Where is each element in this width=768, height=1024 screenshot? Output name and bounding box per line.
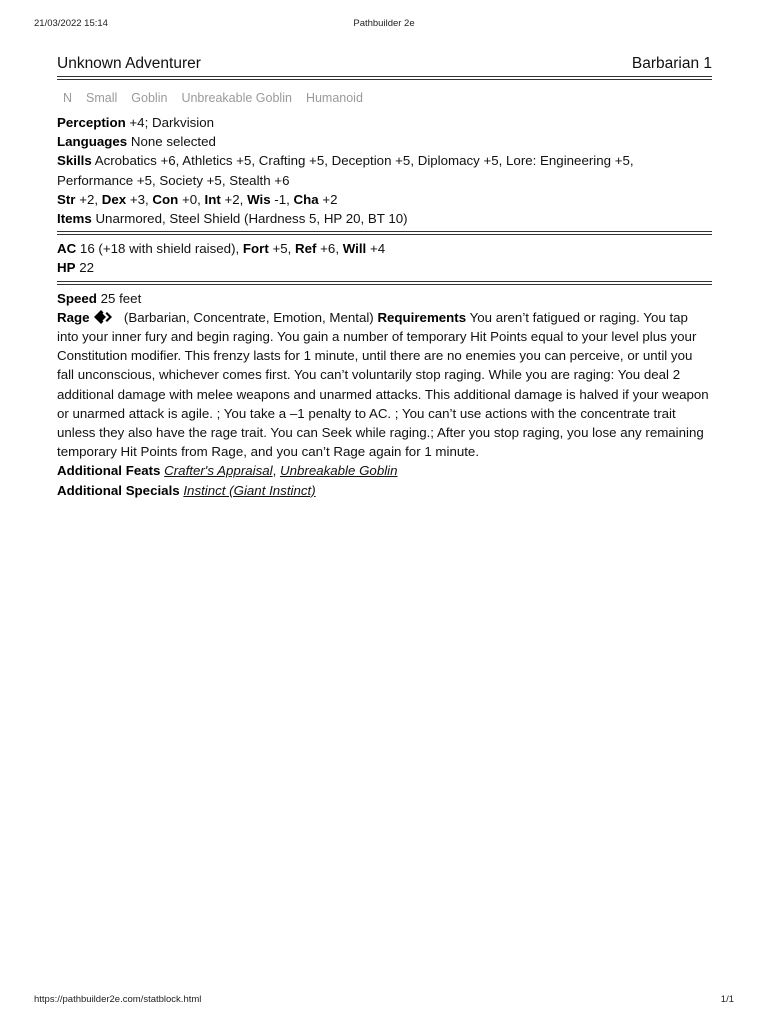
trait-size: Small bbox=[86, 91, 118, 105]
trait-alignment: N bbox=[63, 91, 73, 105]
print-header bbox=[34, 18, 734, 32]
rage-text: You aren’t fatigued or raging. You tap into your inner fury and begin raging. You gain a number of temporary Hit Points equal to your level plus your Constitution modifier. This frenzy lasts for 1 minute, until there are no enemies you can perceive, or until you fall unconscious, whichever comes first. You can’t voluntarily stop raging. While you are raging: You deal 2 additional damage with melee weapons and unarmed attacks. This additional damage is halved if your weapon or unarmed attack is agile. ; You take a –1 penalty to AC. ; You can’t use actions with the concentrate trait unless they also have the rage trait. You can Seek while raging.; After you stop raging, you lose any remaining temporary Hit Points from Rage, and you can’t Rage again for 1 minute. bbox=[57, 309, 709, 460]
fort-label: Fort bbox=[242, 241, 269, 257]
cha-label: Cha bbox=[293, 191, 319, 207]
rage-traits: (Barbarian, Concentrate, Emotion, Mental) bbox=[123, 309, 374, 325]
skills-label: Skills bbox=[57, 153, 92, 169]
trait-ancestry: Goblin bbox=[131, 91, 168, 105]
int-label: Int bbox=[204, 191, 221, 207]
character-name: Unknown Adventurer bbox=[57, 55, 201, 72]
speed-line bbox=[57, 289, 712, 308]
languages-value: None selected bbox=[130, 134, 216, 150]
speed-value: 25 feet bbox=[100, 290, 142, 306]
will-label: Will bbox=[342, 241, 367, 257]
perception-line bbox=[57, 113, 712, 132]
trait-type: Humanoid bbox=[305, 91, 363, 105]
trait-list bbox=[57, 80, 712, 113]
saves-line bbox=[57, 239, 712, 258]
hp-label: HP bbox=[57, 260, 76, 276]
wis-value: -1, bbox=[274, 191, 290, 207]
items-value: Unarmored, Steel Shield (Hardness 5, HP 20, BT 10) bbox=[95, 211, 408, 227]
skills-value: Acrobatics +6, Athletics +5, Crafting +5, Deception +5, Diplomacy +5, Lore: Engineering +5, Performance +5, Society +5, Stealth +6 bbox=[57, 153, 634, 188]
name-row bbox=[57, 54, 712, 76]
wis-label: Wis bbox=[247, 191, 271, 207]
print-footer bbox=[34, 994, 734, 1008]
feat-separator: , bbox=[272, 463, 280, 479]
perception-value: +4; Darkvision bbox=[129, 115, 215, 130]
skills-line bbox=[57, 151, 712, 189]
will-value: +4 bbox=[369, 241, 386, 257]
feat-link-crafters-appraisal[interactable]: Crafter's Appraisal bbox=[164, 463, 273, 479]
offense-divider bbox=[57, 281, 712, 285]
hp-value: 22 bbox=[79, 260, 94, 276]
con-value: +0, bbox=[181, 191, 201, 207]
additional-specials-line bbox=[57, 481, 712, 500]
feat-link-unbreakable-goblin[interactable]: Unbreakable Goblin bbox=[280, 463, 398, 479]
languages-label: Languages bbox=[57, 134, 128, 150]
ac-value: 16 (+18 with shield raised), bbox=[79, 241, 240, 257]
additional-feats-line bbox=[57, 461, 712, 480]
dex-value: +3, bbox=[129, 191, 149, 207]
cha-value: +2 bbox=[322, 191, 338, 207]
ac-label: AC bbox=[57, 241, 77, 257]
str-label: Str bbox=[57, 191, 76, 207]
print-datetime: 21/03/2022 15:14 bbox=[34, 18, 108, 29]
int-value: +2, bbox=[224, 191, 244, 207]
languages-line bbox=[57, 132, 712, 151]
con-label: Con bbox=[152, 191, 179, 207]
print-url: https://pathbuilder2e.com/statblock.html bbox=[34, 994, 202, 1005]
rage-label: Rage bbox=[57, 309, 90, 325]
stat-block bbox=[57, 54, 712, 500]
trait-heritage: Unbreakable Goblin bbox=[181, 91, 292, 105]
abilities-line bbox=[57, 190, 712, 209]
single-action-icon bbox=[94, 310, 114, 324]
items-line bbox=[57, 209, 712, 228]
print-title: Pathbuilder 2e bbox=[353, 18, 415, 29]
ref-label: Ref bbox=[295, 241, 317, 257]
dex-label: Dex bbox=[101, 191, 127, 207]
additional-specials-label: Additional Specials bbox=[57, 482, 180, 498]
requirements-label: Requirements bbox=[377, 309, 467, 325]
defense-divider bbox=[57, 231, 712, 235]
class-level: Barbarian 1 bbox=[631, 55, 712, 72]
ref-value: +6, bbox=[320, 241, 340, 257]
fort-value: +5, bbox=[272, 241, 292, 257]
perception-label: Perception bbox=[57, 115, 126, 130]
hp-line bbox=[57, 258, 712, 277]
rage-ability bbox=[57, 308, 712, 462]
print-page-number: 1/1 bbox=[720, 994, 734, 1005]
special-link-instinct[interactable]: Instinct (Giant Instinct) bbox=[183, 482, 316, 498]
str-value: +2, bbox=[79, 191, 99, 207]
additional-feats-label: Additional Feats bbox=[57, 463, 161, 479]
speed-label: Speed bbox=[57, 290, 97, 306]
items-label: Items bbox=[57, 211, 92, 227]
